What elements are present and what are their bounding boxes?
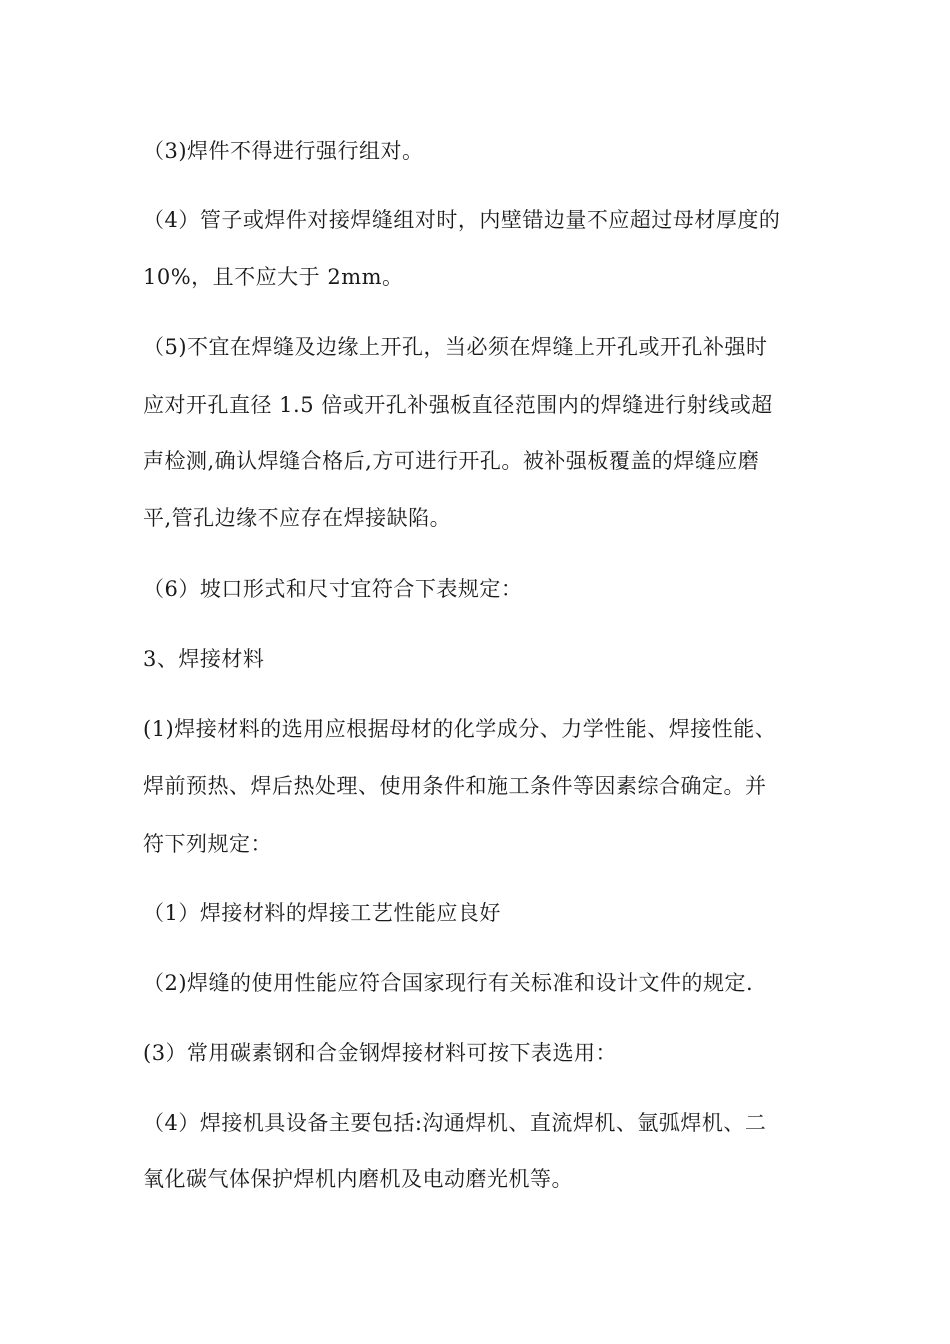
text-line: (3）常用碳素钢和合金钢焊接材料可按下表选用：	[143, 1041, 618, 1065]
section-heading: 3、焊接材料	[143, 647, 265, 671]
text-line: 符下列规定：	[143, 832, 272, 856]
text-line: 声检测,确认焊缝合格后,方可进行开孔。被补强板覆盖的焊缝应磨	[143, 449, 760, 473]
text-line: （4）焊接机具设备主要包括:沟通焊机、直流焊机、氩弧焊机、二	[143, 1111, 767, 1135]
text-line: (1)焊接材料的选用应根据母材的化学成分、力学性能、焊接性能、	[143, 717, 777, 741]
text-line: 氧化碳气体保护焊机内磨机及电动磨光机等。	[143, 1167, 573, 1191]
text-line: （2)焊缝的使用性能应符合国家现行有关标准和设计文件的规定.	[143, 971, 754, 995]
text-line: 应对开孔直径 1.5 倍或开孔补强板直径范围内的焊缝进行射线或超	[143, 393, 773, 417]
text-line: 10%，且不应大于 2mm。	[143, 265, 404, 289]
text-line: （4）管子或焊件对接焊缝组对时，内壁错边量不应超过母材厚度的	[143, 208, 781, 232]
text-line: （1）焊接材料的焊接工艺性能应良好	[143, 901, 501, 925]
text-line: 焊前预热、焊后热处理、使用条件和施工条件等因素综合确定。并	[143, 774, 767, 798]
text-line: （5)不宜在焊缝及边缘上开孔，当必须在焊缝上开孔或开孔补强时	[143, 335, 768, 359]
text-line: （3)焊件不得进行强行组对。	[143, 139, 424, 163]
text-line: 平,管孔边缘不应存在焊接缺陷。	[143, 506, 452, 530]
text-line: （6）坡口形式和尺寸宜符合下表规定：	[143, 577, 523, 601]
